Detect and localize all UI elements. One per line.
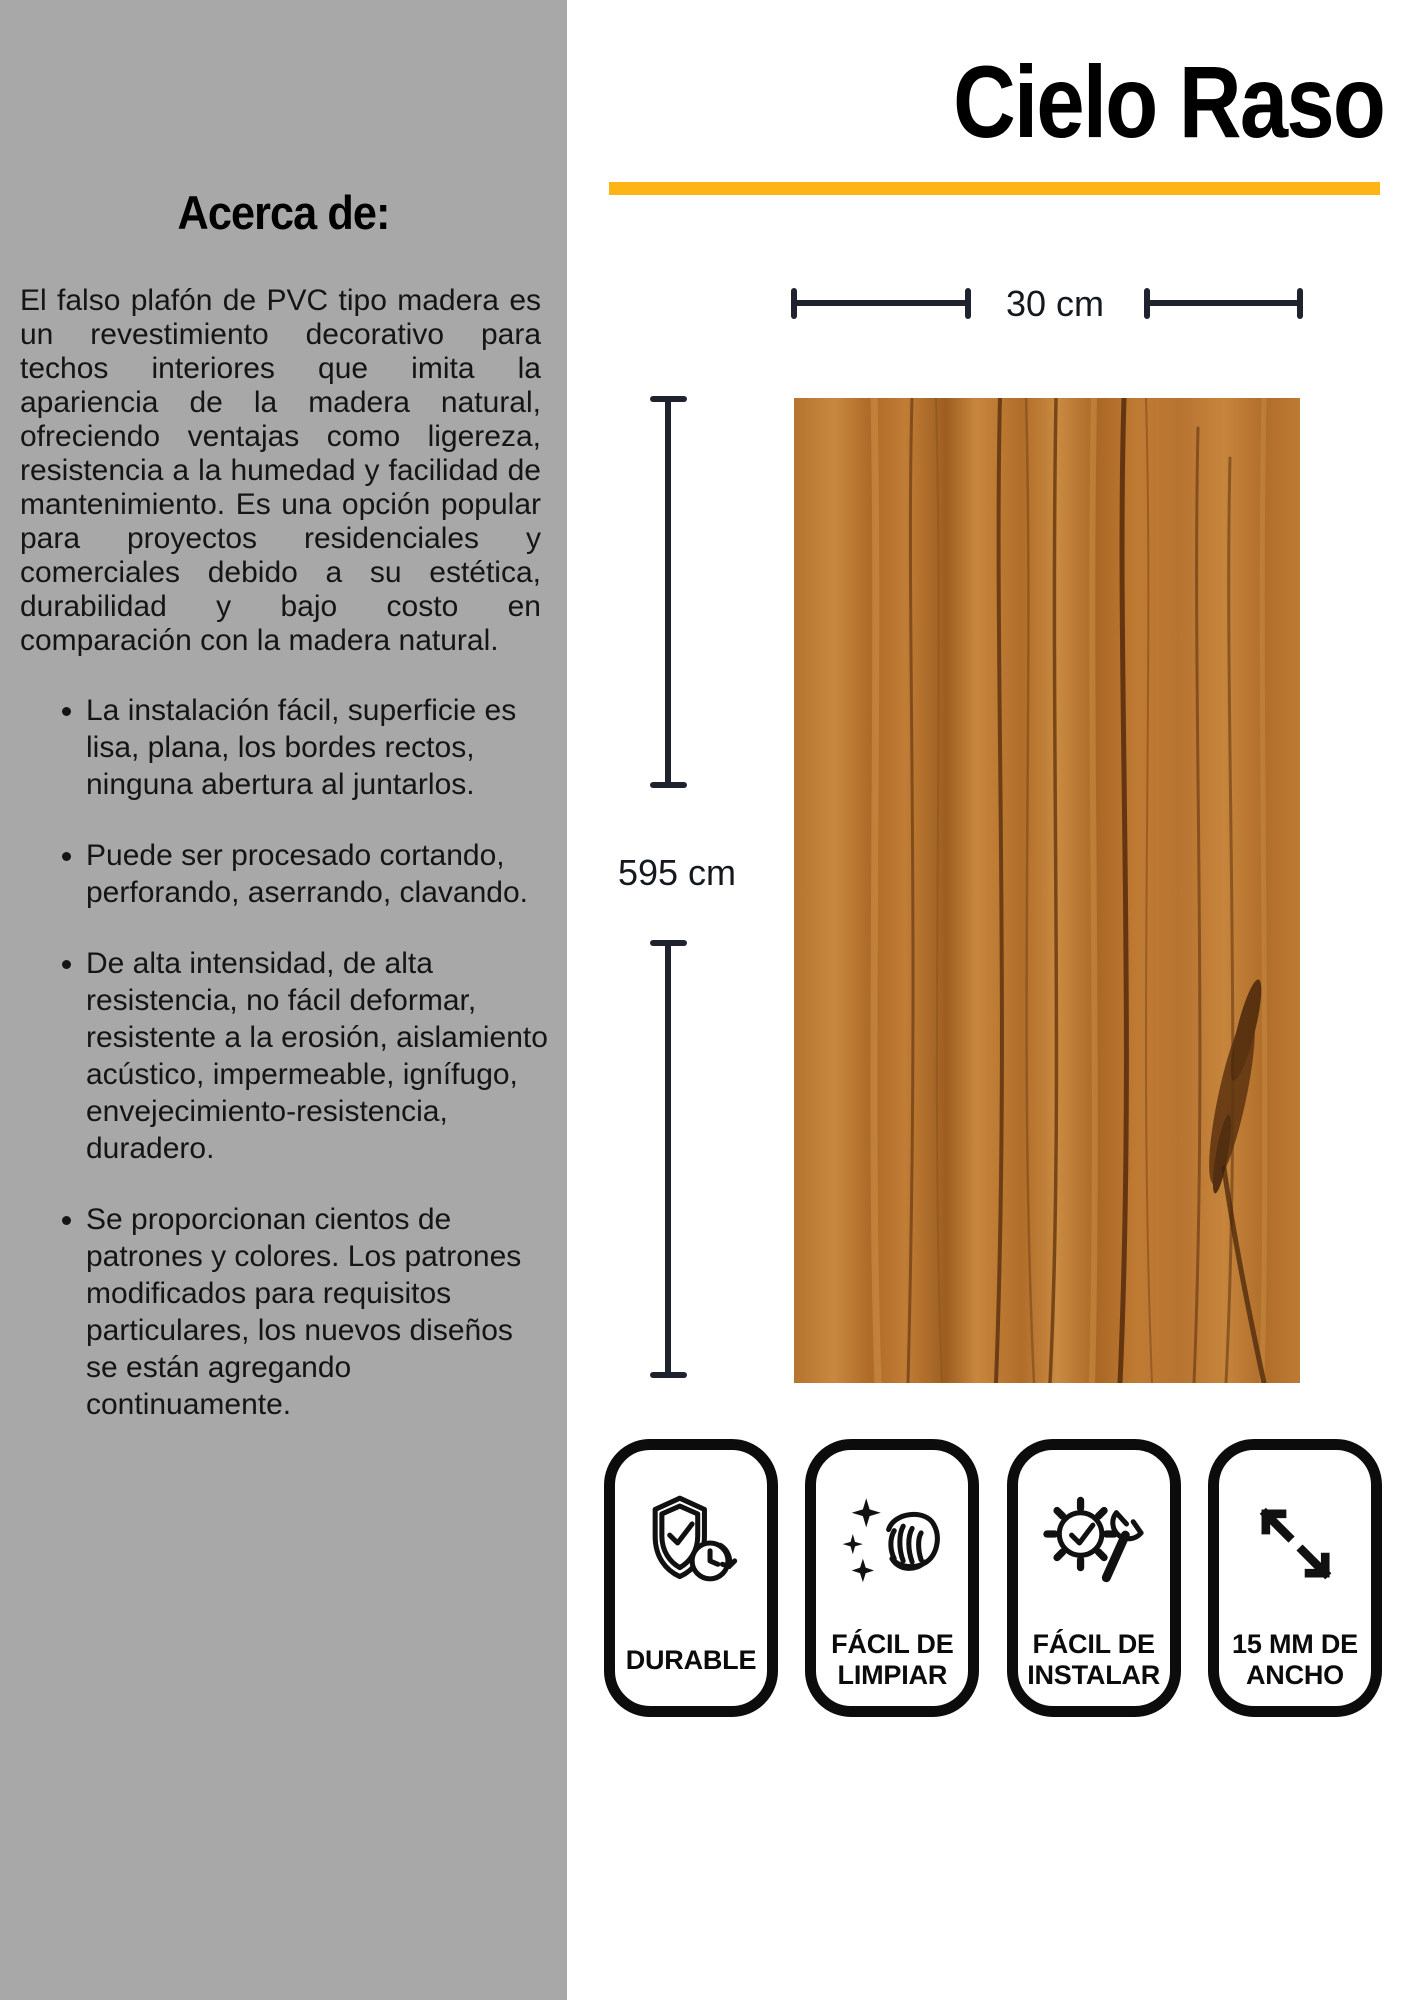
badge-label: FÁCIL DE LIMPIAR [831,1629,954,1690]
badge-label: DURABLE [625,1644,757,1675]
page-title: Cielo Raso [952,45,1384,159]
wood-panel-image [794,398,1300,1383]
dimension-tick [965,288,971,319]
badge-label: FÁCIL DE INSTALAR [1027,1629,1161,1690]
dimension-tick [1297,288,1303,319]
hand-sparkles-icon [816,1472,968,1614]
gear-wrench-icon [1018,1472,1170,1614]
about-paragraph: El falso plafón de PVC tipo madera es un revestimiento decorativo para techos interiores que imita la apariencia de la madera natural, ofreciendo ventajas como ligereza, resistencia a la humedad y facilidad de mantenimiento. Es una opción popular para proyectos residenciales y comerciales debido a su estética, durabilidad y bajo costo en comparación con la madera natural. [20,284,541,657]
badge-label: 15 MM DE ANCHO [1232,1629,1358,1690]
bullet-item: • La instalación fácil, superficie es lisa, plana, los bordes rectos, ninguna abertura al juntarlos. [86,692,549,803]
title-underline-bar [609,182,1380,195]
bullet-item: • Puede ser procesado cortando, perforando, aserrando, clavando. [86,837,549,911]
badge-15-mm-de-ancho [1208,1439,1382,1717]
dimension-tick [650,1372,687,1378]
width-dimension-label: 30 cm [1005,283,1105,324]
badge-durable [604,1439,778,1717]
expand-arrows-icon [1219,1472,1371,1614]
dimension-line [794,300,968,306]
dimension-line [665,399,671,785]
badge-facil-de-instalar [1007,1439,1181,1717]
about-sidebar [0,0,567,2000]
dimension-line [1147,300,1303,306]
dimension-line [665,943,671,1375]
feature-badges [604,1439,1382,1717]
about-heading: Acerca de: [177,186,390,239]
bullet-item: • De alta intensidad, de alta resistencia, no fácil deformar, resistente a la erosión, aislamiento acústico, impermeable, ignífugo, envejecimiento-resistencia, duradero. [86,945,549,1167]
dimension-tick [650,782,687,788]
feature-bullet-list [0,692,549,1423]
bullet-item: • Se proporcionan cientos de patrones y colores. Los patrones modificados para requisitos particulares, los nuevos diseños se están agregando continuamente. [86,1201,549,1423]
shield-clock-icon [615,1472,767,1614]
badge-facil-de-limpiar [805,1439,979,1717]
height-dimension-label: 595 cm [617,852,737,893]
